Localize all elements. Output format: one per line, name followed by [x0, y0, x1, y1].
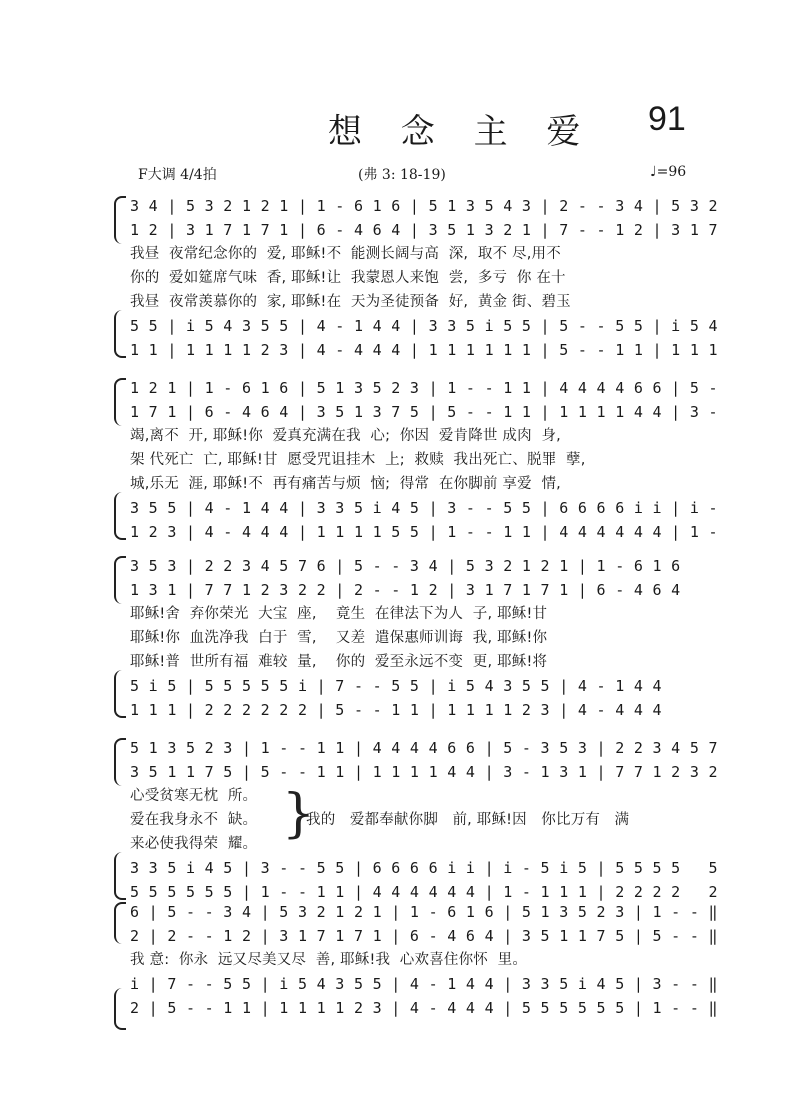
system-1-alto: 1 2 | 3 1 7 1 7 1 | 6 - 4 6 4 | 3 5 1 3 2 1 | 7 - - 1 2 | 3 1 7 [130, 221, 718, 239]
system-4-alto: 3 5 1 1 7 5 | 5 - - 1 1 | 1 1 1 1 4 4 | 3 - 1 3 1 | 7 7 1 2 3 2 [130, 763, 718, 781]
system-3-lyric-verse-1: 耶稣!舍 弃你荣光 大宝 座, 竟生 在律法下为人 子, 耶稣!甘 [130, 606, 548, 622]
system-1-brace-top [114, 196, 126, 244]
system-1-brace-bottom [114, 310, 126, 358]
system-3-brace-top [114, 556, 126, 604]
system-3-soprano: 3 5 3 | 2 2 3 4 5 7 6 | 5 - - 3 4 | 5 3 2 1 2 1 | 1 - 6 1 6 [130, 557, 681, 575]
system-2-brace-top [114, 378, 126, 426]
system-2-bass: 1 2 3 | 4 - 4 4 4 | 1 1 1 1 5 5 | 1 - - 1 1 | 4 4 4 4 4 4 | 1 - [130, 523, 718, 541]
system-5-alto: 2 | 2 - - 1 2 | 3 1 7 1 7 1 | 6 - 4 6 4 | 3 5 1 1 7 5 | 5 - - ‖ [130, 927, 718, 945]
system-4-brace-top [114, 738, 126, 786]
system-5-soprano: 6 | 5 - - 3 4 | 5 3 2 1 2 1 | 1 - 6 1 6 | 5 1 3 5 2 3 | 1 - - ‖ [130, 903, 718, 921]
system-2-tenor: 3 5 5 | 4 - 1 4 4 | 3 3 5 i 4 5 | 3 - - 5 5 | 6 6 6 6 i i | i - [130, 499, 718, 517]
system-5-brace-top [114, 902, 126, 944]
system-1-soprano: 3 4 | 5 3 2 1 2 1 | 1 - 6 1 6 | 5 1 3 5 4 3 | 2 - - 3 4 | 5 3 2 [130, 197, 718, 215]
system-4-refrain-lyric: 我的 爱都奉献你脚 前, 耶稣!因 你比万有 满 [306, 812, 630, 828]
system-3-alto: 1 3 1 | 7 7 1 2 3 2 2 | 2 - - 1 2 | 3 1 7 1 7 1 | 6 - 4 6 4 [130, 581, 681, 599]
system-4-bass: 5 5 5 5 5 5 | 1 - - 1 1 | 4 4 4 4 4 4 | 1 - 1 1 1 | 2 2 2 2 2 [130, 883, 718, 901]
system-2-alto: 1 7 1 | 6 - 4 6 4 | 3 5 1 3 7 5 | 5 - - 1 1 | 1 1 1 1 4 4 | 3 - [130, 403, 718, 421]
system-2-brace-bottom [114, 492, 126, 540]
system-4-lyric-verse-1: 心受贫寒无枕 所。 [130, 788, 258, 804]
system-2-lyric-verse-3: 城,乐无 涯, 耶稣!不 再有痛苦与烦 恼; 得常 在你脚前 享爱 情, [130, 476, 561, 492]
system-4-tenor: 3 3 5 i 4 5 | 3 - - 5 5 | 6 6 6 6 i i | i - 5 i 5 | 5 5 5 5 5 [130, 859, 718, 877]
system-2-soprano: 1 2 1 | 1 - 6 1 6 | 5 1 3 5 2 3 | 1 - - 1 1 | 4 4 4 4 6 6 | 5 - [130, 379, 718, 397]
system-2-lyric-verse-1: 竭,离不 开, 耶稣!你 爱真充满在我 心; 你因 爱肯降世 成肉 身, [130, 428, 561, 444]
system-3-lyric-verse-3: 耶稣!普 世所有福 难较 量, 你的 爱至永远不变 更, 耶稣!将 [130, 654, 548, 670]
system-1-lyric-verse-3: 我昼 夜常羡慕你的 家, 耶稣!在 天为圣徒预备 好, 黄金 街、碧玉 [130, 294, 571, 310]
system-2-lyric-verse-2: 架 代死亡 亡, 耶稣!甘 愿受咒诅挂木 上; 救赎 我出死亡、脱罪 孽, [130, 452, 586, 468]
system-3-tenor: 5 i 5 | 5 5 5 5 5 i | 7 - - 5 5 | i 5 4 3 5 5 | 4 - 1 4 4 [130, 677, 662, 695]
system-3-brace-bottom [114, 670, 126, 718]
system-4-lyric-verse-2: 爱在我身永不 缺。 [130, 812, 258, 828]
system-4-brace-bottom [114, 852, 126, 900]
system-1-lyric-verse-2: 你的 爱如筵席气味 香, 耶稣!让 我蒙恩人来饱 尝, 多亏 你 在十 [130, 270, 566, 286]
system-4-verse-brace: } [282, 784, 316, 844]
system-4-lyric-verse-3: 来必使我得荣 耀。 [130, 836, 258, 852]
system-1-tenor: 5 5 | i 5 4 3 5 5 | 4 - 1 4 4 | 3 3 5 i 5 5 | 5 - - 5 5 | i 5 4 [130, 317, 718, 335]
system-4-soprano: 5 1 3 5 2 3 | 1 - - 1 1 | 4 4 4 4 6 6 | 5 - 3 5 3 | 2 2 3 4 5 7 [130, 739, 718, 757]
system-3-bass: 1 1 1 | 2 2 2 2 2 2 | 5 - - 1 1 | 1 1 1 1 2 3 | 4 - 4 4 4 [130, 701, 662, 719]
system-1-lyric-verse-1: 我昼 夜常纪念你的 爱, 耶稣!不 能测长阔与高 深, 取不 尽,用不 [130, 246, 561, 262]
system-5-tenor: i | 7 - - 5 5 | i 5 4 3 5 5 | 4 - 1 4 4 | 3 3 5 i 4 5 | 3 - - ‖ [130, 975, 718, 993]
page-number: 91 [648, 100, 686, 138]
key-signature: F大调 4/4拍 [138, 167, 217, 183]
tempo-marking: ♩=96 [650, 164, 687, 180]
system-5-lyric: 我 意: 你永 远又尽美又尽 善, 耶稣!我 心欢喜住你怀 里。 [130, 952, 528, 968]
system-5-brace-bottom [114, 988, 126, 1030]
page-title: 想 念 主 爱 [328, 112, 595, 152]
system-5-bass: 2 | 5 - - 1 1 | 1 1 1 1 2 3 | 4 - 4 4 4 | 5 5 5 5 5 5 | 1 - - ‖ [130, 999, 718, 1017]
system-1-bass: 1 1 | 1 1 1 1 2 3 | 4 - 4 4 4 | 1 1 1 1 1 1 | 5 - - 1 1 | 1 1 1 [130, 341, 718, 359]
scripture-reference: (弗 3: 18-19) [358, 167, 446, 183]
system-3-lyric-verse-2: 耶稣!你 血洗净我 白于 雪, 又差 遣保惠师训诲 我, 耶稣!你 [130, 630, 548, 646]
